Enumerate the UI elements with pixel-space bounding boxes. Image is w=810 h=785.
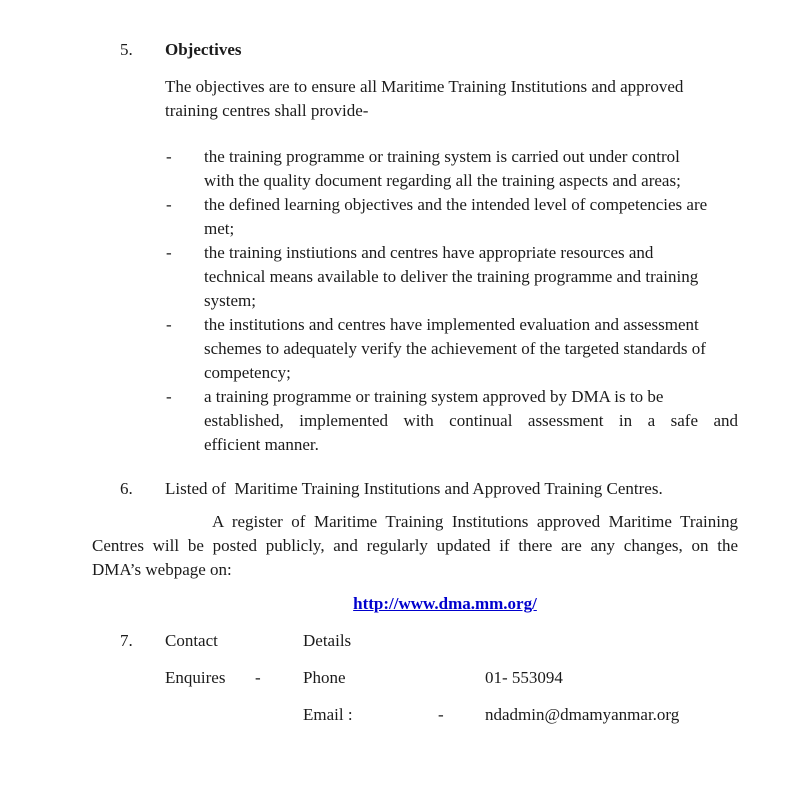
text-line: Centres will be posted publicly, and regularly updated if there are any changes, on the (92, 536, 738, 555)
text-line: schemes to adequately verify the achievement of the targeted standards of (204, 339, 706, 358)
bullet-text (204, 193, 738, 241)
text-line: The objectives are to ensure all Maritime Training Institutions and approved (165, 77, 684, 96)
objectives-bullet-list (92, 145, 738, 457)
section-7-heading-row (92, 629, 738, 653)
text-line: established, implemented with continual assessment in a safe and (204, 411, 738, 430)
section-6-title: Listed of Maritime Training Institutions and Approved Training Centres. (165, 479, 663, 498)
text-line: system; (204, 291, 256, 310)
email-label: Email : (303, 705, 353, 724)
text-line: training centres shall provide- (165, 101, 369, 120)
text-line: competency; (204, 363, 291, 382)
section-6-body-paragraph (92, 510, 738, 582)
bullet-dash: - (166, 147, 172, 166)
details-label: Details (303, 631, 352, 650)
section-7-number: 7. (120, 631, 133, 650)
bullet-item (92, 241, 738, 313)
bullet-item (92, 145, 738, 193)
text-line: the institutions and centres have implemented evaluation and assessment (204, 315, 699, 334)
text-line: technical means available to deliver the training programme and training (204, 267, 699, 286)
section-5-heading-row (92, 38, 738, 62)
section-6-heading-row (92, 477, 738, 501)
bullet-item (92, 385, 738, 457)
email-value: ndadmin@dmamyanmar.org (485, 705, 680, 724)
bullet-dash: - (166, 195, 172, 214)
section-5-intro-paragraph (165, 75, 738, 123)
section-6-number: 6. (120, 479, 133, 498)
bullet-item (92, 193, 738, 241)
bullet-text (204, 313, 738, 385)
enquiries-label: Enquires (165, 668, 226, 687)
text-line: A register of Maritime Training Institutions approved Maritime Training (212, 512, 738, 531)
bullet-text (204, 145, 738, 193)
text-line: a training programme or training system approved by DMA is to be (204, 387, 664, 406)
section-5-title: Objectives (165, 40, 242, 59)
text-line: met; (204, 219, 235, 238)
phone-value: 01- 553094 (485, 668, 563, 687)
contact-email-row (92, 703, 738, 727)
phone-label: Phone (303, 668, 346, 687)
webpage-link-row (92, 592, 768, 616)
text-line: the training programme or training system is carried out under control (204, 147, 680, 166)
text-line: efficient manner. (204, 435, 319, 454)
contact-label: Contact (165, 631, 218, 650)
bullet-dash: - (166, 387, 172, 406)
text-line: with the quality document regarding all the training aspects and areas; (204, 171, 681, 190)
text-line: the training instiutions and centres have appropriate resources and (204, 243, 654, 262)
text-line: the defined learning objectives and the intended level of competencies are (204, 195, 708, 214)
bullet-dash: - (166, 243, 172, 262)
text-line: DMA’s webpage on: (92, 560, 232, 579)
bullet-text (204, 241, 738, 313)
email-separator: - (438, 705, 444, 724)
contact-phone-row (92, 666, 738, 690)
bullet-dash: - (166, 315, 172, 334)
bullet-item (92, 313, 738, 385)
bullet-text (204, 385, 738, 457)
dma-webpage-link[interactable]: http://www.dma.mm.org/ (353, 594, 537, 613)
enquiries-separator: - (255, 668, 261, 687)
section-5-number: 5. (120, 40, 133, 59)
